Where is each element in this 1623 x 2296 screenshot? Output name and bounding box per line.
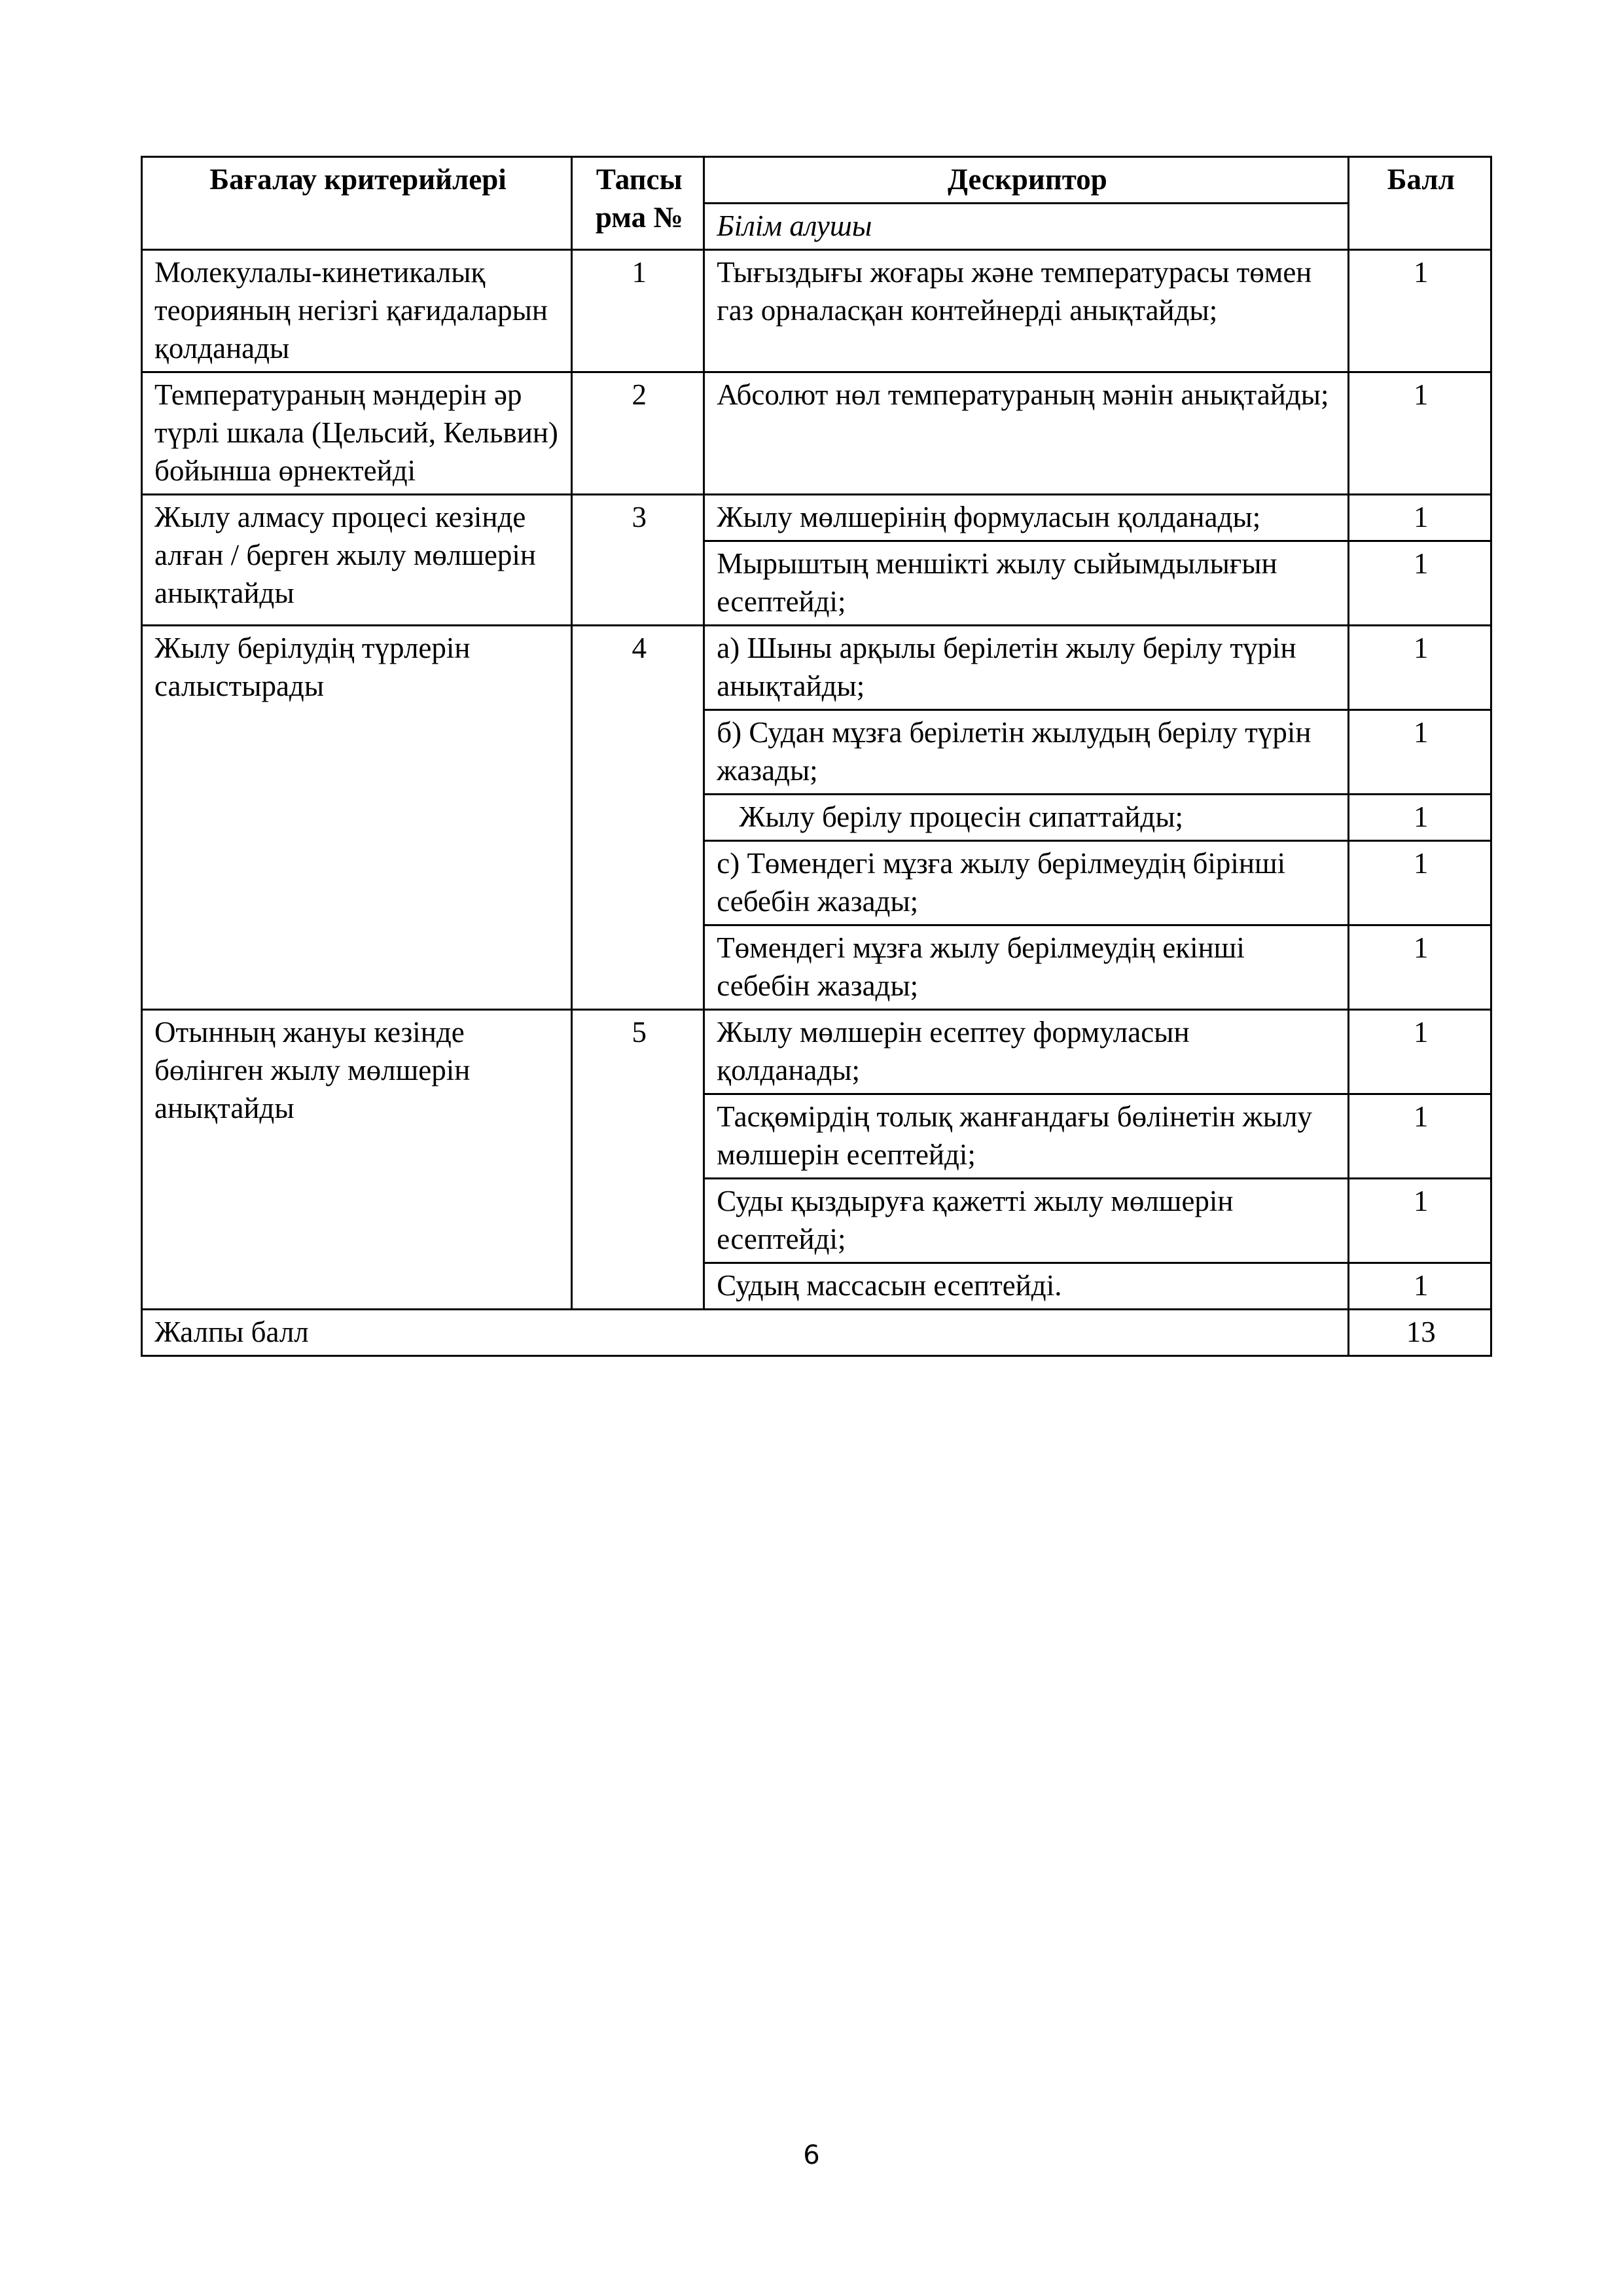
score-cell: 1 xyxy=(1348,372,1491,495)
assessment-rubric-table xyxy=(141,156,1492,1357)
score-cell: 1 xyxy=(1348,925,1491,1010)
score-cell: 1 xyxy=(1348,541,1491,626)
total-label: Жалпы балл xyxy=(142,1310,1349,1356)
criterion-cell: Жылу берілудің түрлерін салыстырады xyxy=(142,626,572,1010)
table-row xyxy=(142,372,1491,495)
descriptor-cell: Жылу мөлшерінің формуласын қолданады; xyxy=(704,495,1348,541)
descriptor-cell: a) Шыны арқылы берілетін жылу берілу түрін анықтайды; xyxy=(704,626,1348,710)
descriptor-cell: c) Төмендегі мұзға жылу берілмеудің бірінші себебін жазады; xyxy=(704,841,1348,925)
descriptor-cell: Судың массасын есептейді. xyxy=(704,1263,1348,1310)
score-cell: 1 xyxy=(1348,710,1491,795)
descriptor-cell: Суды қыздыруға қажетті жылу мөлшерін есептейді; xyxy=(704,1179,1348,1263)
score-cell: 1 xyxy=(1348,841,1491,925)
score-cell: 1 xyxy=(1348,250,1491,372)
total-row xyxy=(142,1310,1491,1356)
descriptor-cell: Жылу мөлшерін есептеу формуласын қолданады; xyxy=(704,1010,1348,1094)
table-header-row xyxy=(142,157,1491,204)
score-cell: 1 xyxy=(1348,495,1491,541)
descriptor-cell: Абсолют нөл температураның мәнін анықтайды; xyxy=(704,372,1348,495)
page-number: 6 xyxy=(803,2140,820,2170)
header-criteria: Бағалау критерийлері xyxy=(142,157,572,250)
criterion-cell: Температураның мәндерін әр түрлі шкала (Цельсий, Кельвин) бойынша өрнектейді xyxy=(142,372,572,495)
table-row xyxy=(142,626,1491,710)
table-row xyxy=(142,495,1491,541)
score-cell: 1 xyxy=(1348,795,1491,841)
criterion-cell: Отынның жануы кезінде бөлінген жылу мөлшерін анықтайды xyxy=(142,1010,572,1310)
header-descriptor: Дескриптор xyxy=(704,157,1348,204)
descriptor-cell: б) Судан мұзға берілетін жылудың берілу түрін жазады; xyxy=(704,710,1348,795)
score-cell: 1 xyxy=(1348,1010,1491,1094)
task-number-cell: 3 xyxy=(572,495,704,626)
table-row xyxy=(142,250,1491,372)
table-row xyxy=(142,1010,1491,1094)
task-number-cell: 4 xyxy=(572,626,704,1010)
total-score: 13 xyxy=(1348,1310,1491,1356)
task-number-cell: 2 xyxy=(572,372,704,495)
criterion-cell: Молекулалы-кинетикалық теорияның негізгі қағидаларын қолданады xyxy=(142,250,572,372)
score-cell: 1 xyxy=(1348,626,1491,710)
header-task-number: Тапсы рма № xyxy=(572,157,704,250)
header-score: Балл xyxy=(1348,157,1491,250)
descriptor-cell: Мырыштың меншікті жылу сыйымдылығын есептейді; xyxy=(704,541,1348,626)
task-number-cell: 5 xyxy=(572,1010,704,1310)
score-cell: 1 xyxy=(1348,1094,1491,1179)
criterion-cell: Жылу алмасу процесі кезінде алған / берген жылу мөлшерін анықтайды xyxy=(142,495,572,626)
header-learner: Білім алушы xyxy=(704,204,1348,250)
task-number-cell: 1 xyxy=(572,250,704,372)
descriptor-cell: Тасқөмірдің толық жанғандағы бөлінетін жылу мөлшерін есептейді; xyxy=(704,1094,1348,1179)
descriptor-cell: Төмендегі мұзға жылу берілмеудің екінші себебін жазады; xyxy=(704,925,1348,1010)
score-cell: 1 xyxy=(1348,1263,1491,1310)
descriptor-cell: Жылу берілу процесін сипаттайды; xyxy=(704,795,1348,841)
score-cell: 1 xyxy=(1348,1179,1491,1263)
descriptor-cell: Тығыздығы жоғары және температурасы төмен газ орналасқан контейнерді анықтайды; xyxy=(704,250,1348,372)
